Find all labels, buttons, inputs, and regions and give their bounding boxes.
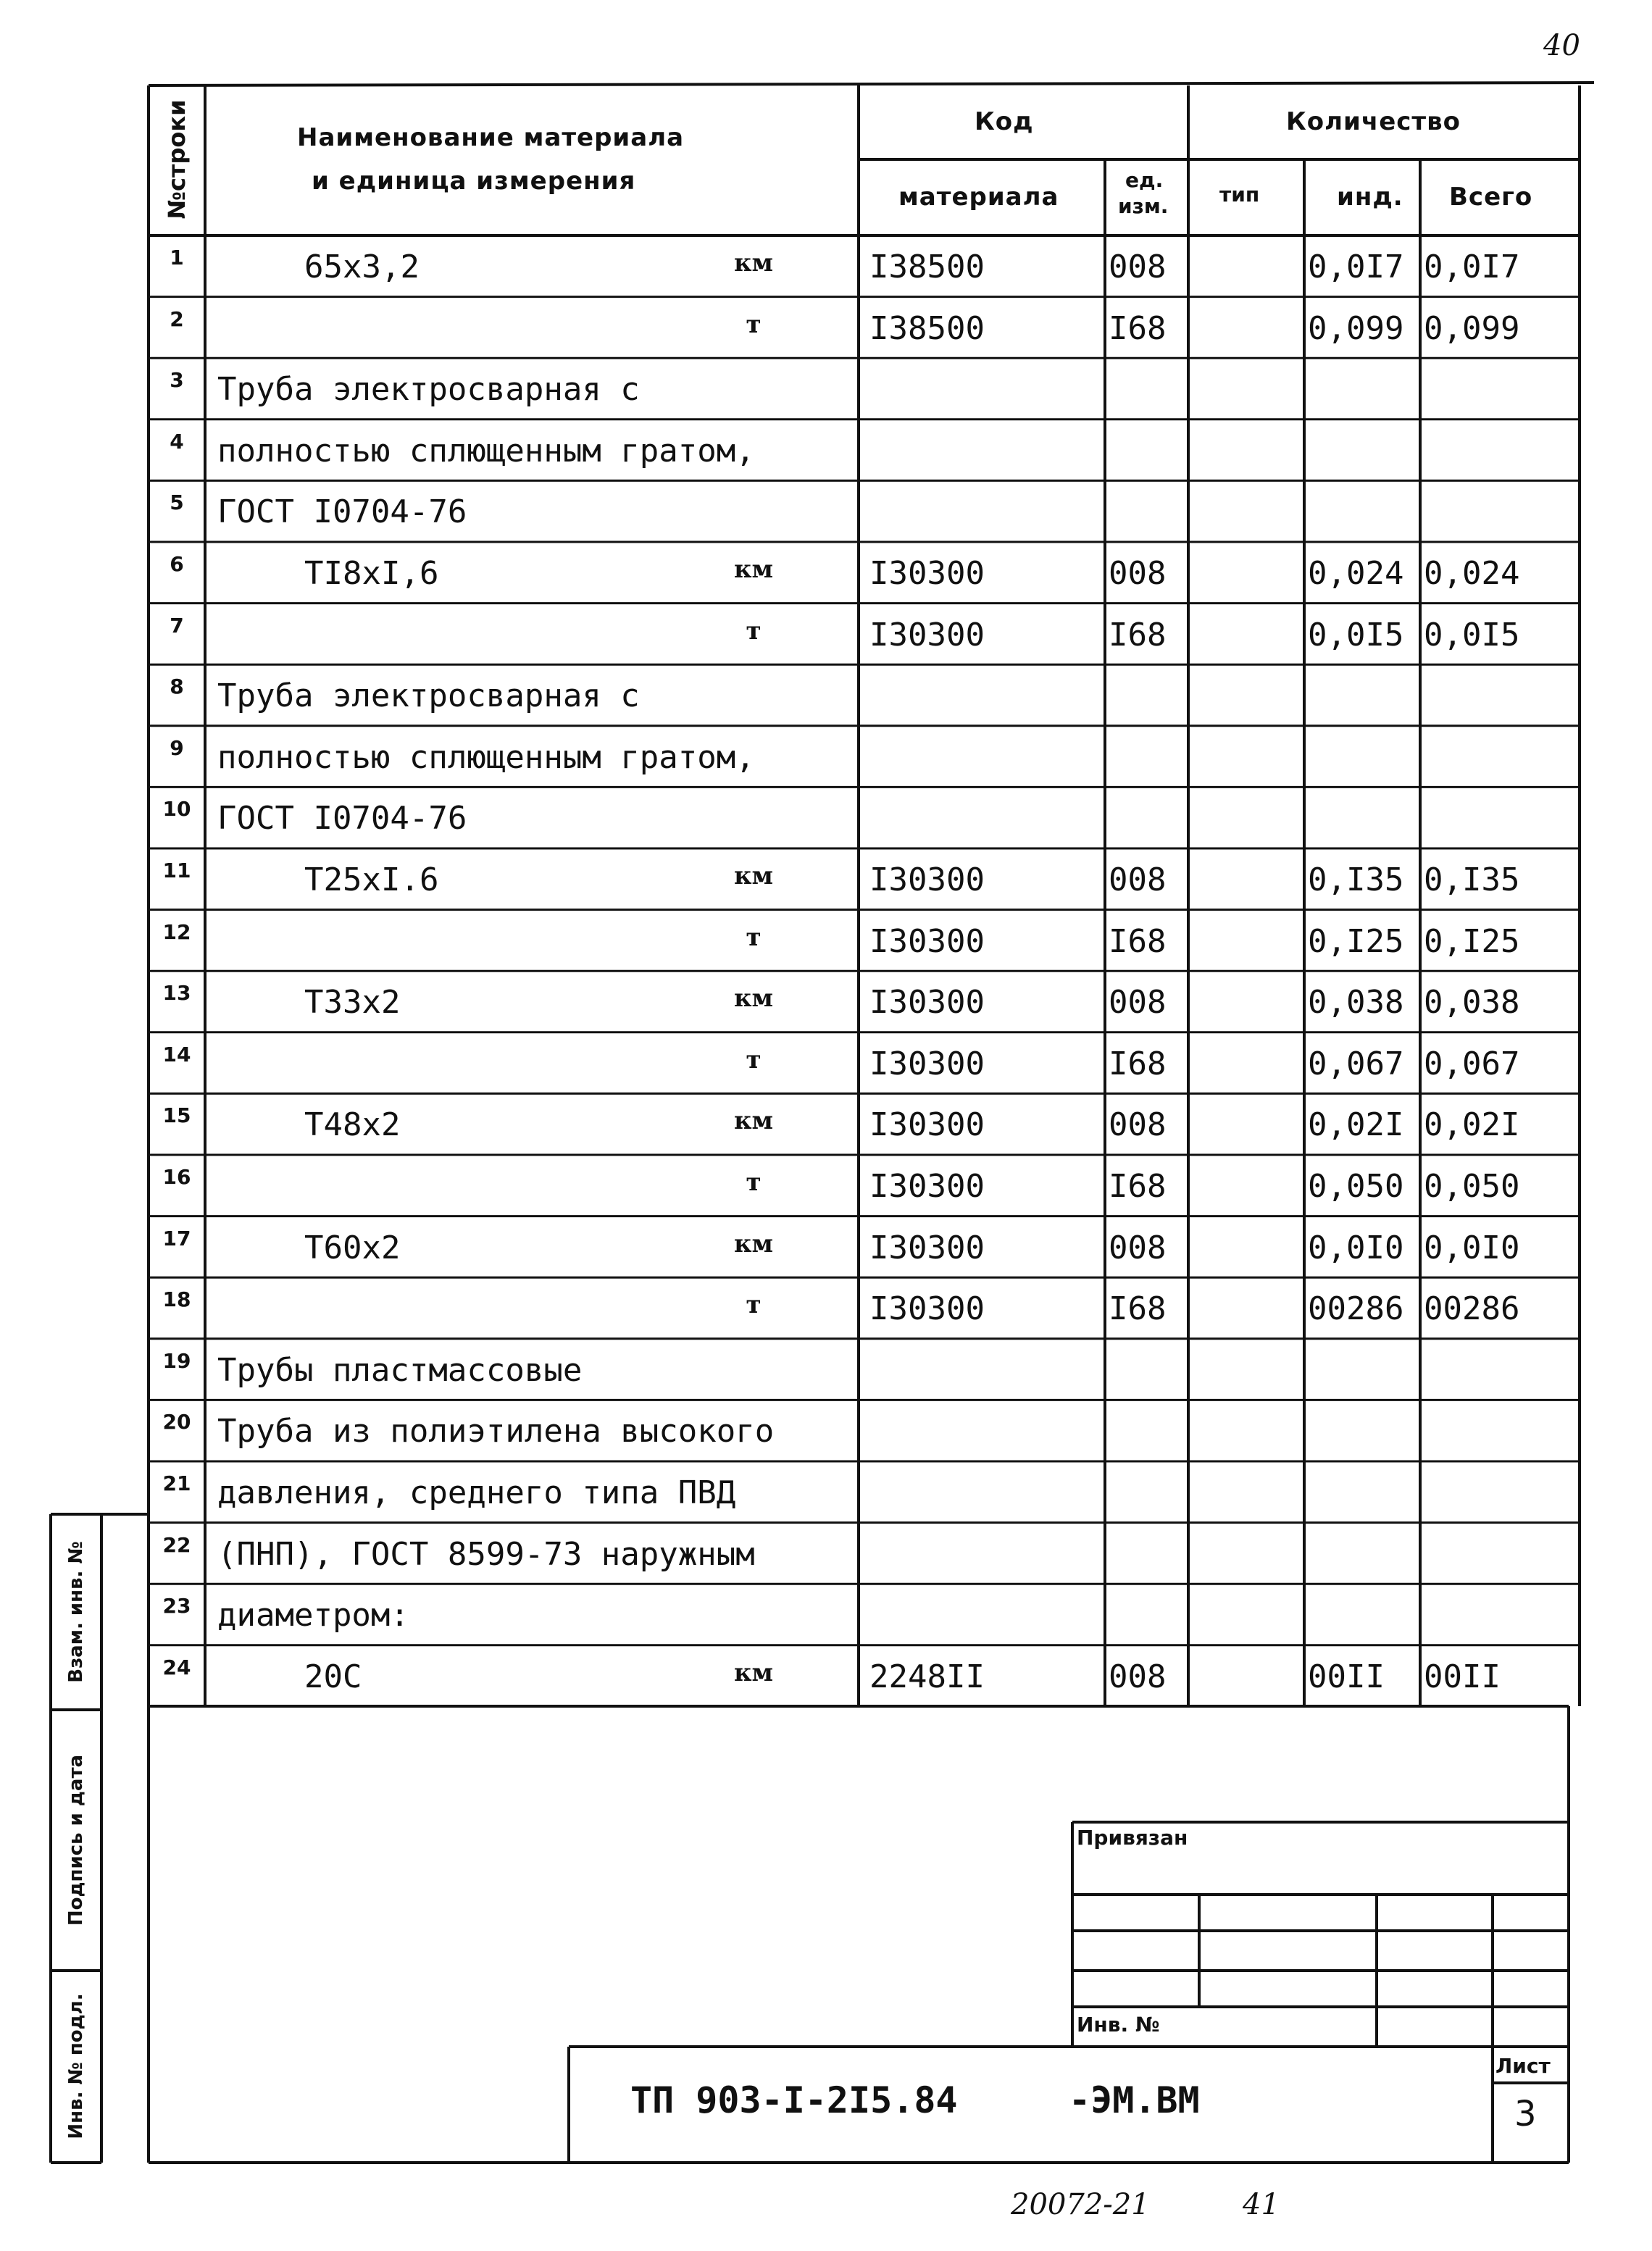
header-qty-ind: инд. (1337, 183, 1403, 212)
cell-name: 20С (304, 1658, 362, 1695)
cell-total: 0,099 (1424, 309, 1520, 347)
cell-total: 0,0I5 (1424, 616, 1520, 653)
cell-ed: 008 (1109, 1658, 1167, 1695)
cell-n: 8 (170, 675, 184, 699)
cell-unit: км (733, 984, 774, 1014)
cell-total: 0,0I7 (1424, 249, 1520, 285)
header-code-material: материала (898, 183, 1059, 212)
cell-ed: 008 (1109, 555, 1167, 592)
cell-code: I30300 (869, 1045, 985, 1082)
cell-name: ГОСТ I0704-76 (217, 493, 467, 531)
cell-code: I30300 (869, 861, 985, 898)
cell-name: T48x2 (304, 1106, 401, 1144)
cell-unit: км (733, 555, 774, 584)
cell-unit: т (746, 309, 762, 339)
header-qty-type: тип (1219, 183, 1260, 206)
page-number-top: 40 (1543, 29, 1580, 62)
cell-ind: 0,099 (1308, 309, 1404, 347)
cell-n: 4 (170, 429, 184, 454)
cell-total: 0,02I (1424, 1106, 1520, 1144)
cell-ind: 0,02I (1308, 1106, 1404, 1144)
cell-total: 0,I35 (1424, 861, 1520, 898)
cell-total: 0,050 (1424, 1168, 1520, 1205)
cell-name: Трубы пластмассовые (217, 1351, 583, 1389)
cell-ed: I68 (1109, 1045, 1167, 1082)
footer-order-number: 20072-21 (1011, 2188, 1150, 2221)
cell-name: T25xI.6 (304, 861, 439, 898)
cell-ed: 008 (1109, 249, 1167, 285)
side-stamp-vzam: Взам. инв. № (65, 1541, 87, 1683)
cell-unit: т (746, 616, 762, 646)
cell-n: 1 (170, 246, 184, 270)
cell-n: 22 (162, 1532, 191, 1557)
cell-ed: I68 (1109, 1290, 1167, 1328)
cell-total: 0,067 (1424, 1045, 1520, 1082)
cell-unit: км (733, 1229, 774, 1258)
cell-n: 16 (162, 1165, 191, 1189)
stamp-doc-code: ТП 903-I-2I5.84 (630, 2079, 958, 2121)
cell-n: 10 (162, 797, 191, 822)
cell-total: 0,0I0 (1424, 1229, 1520, 1266)
cell-n: 2 (170, 306, 184, 331)
cell-name: полностью сплющенным гратом, (217, 738, 755, 776)
cell-ind: 0,0I7 (1308, 249, 1404, 285)
cell-n: 18 (162, 1287, 191, 1312)
cell-ind: 0,I35 (1308, 861, 1404, 898)
cell-ind: 0,067 (1308, 1045, 1404, 1082)
cell-total: 00II (1424, 1658, 1501, 1695)
cell-name: ГОСТ I0704-76 (217, 800, 467, 838)
cell-unit: т (746, 1168, 762, 1197)
stamp-sheet-number: 3 (1514, 2094, 1537, 2134)
cell-ed: 008 (1109, 861, 1167, 898)
header-code-unit-l1: ед. (1125, 168, 1164, 192)
cell-code: I30300 (869, 922, 985, 960)
cell-ed: I68 (1109, 1168, 1167, 1205)
cell-unit: км (733, 861, 774, 890)
cell-n: 24 (162, 1655, 191, 1679)
cell-ed: 008 (1109, 984, 1167, 1022)
cell-ed: I68 (1109, 922, 1167, 960)
cell-name: давления, среднего типа ПВД (217, 1474, 736, 1511)
cell-ind: 00286 (1308, 1290, 1404, 1328)
cell-n: 6 (170, 552, 184, 576)
cell-n: 15 (162, 1103, 191, 1128)
cell-n: 20 (162, 1410, 191, 1434)
cell-n: 14 (162, 1042, 191, 1066)
cell-ind: 0,050 (1308, 1168, 1404, 1205)
stamp-doc-suffix: -ЭМ.ВМ (1069, 2079, 1200, 2121)
footer-page-number: 41 (1243, 2188, 1280, 2221)
cell-name: TI8xI,6 (304, 555, 439, 592)
cell-unit: км (733, 1106, 774, 1136)
cell-total: 0,024 (1424, 555, 1520, 592)
cell-code: I30300 (869, 1290, 985, 1328)
cell-name: Труба электросварная с (217, 371, 640, 409)
cell-n: 13 (162, 981, 191, 1006)
cell-unit: т (746, 1290, 762, 1320)
side-stamp-podpis: Подпись и дата (65, 1754, 87, 1926)
cell-name: T60x2 (304, 1229, 401, 1266)
stamp-sheet-label: Лист (1495, 2054, 1551, 2078)
cell-code: I30300 (869, 1106, 985, 1144)
stamp-privyazan: Привязан (1077, 1826, 1188, 1850)
cell-total: 0,038 (1424, 984, 1520, 1022)
cell-n: 3 (170, 368, 184, 393)
cell-ed: I68 (1109, 309, 1167, 347)
cell-name: Труба электросварная с (217, 677, 640, 715)
header-row-no: №строки (163, 99, 191, 220)
cell-code: I30300 (869, 1229, 985, 1266)
cell-total: 00286 (1424, 1290, 1520, 1328)
header-qty-total: Всего (1449, 183, 1533, 212)
cell-code: I30300 (869, 555, 985, 592)
cell-n: 17 (162, 1226, 191, 1250)
cell-name: (ПНП), ГОСТ 8599-73 наружным (217, 1535, 755, 1573)
cell-total: 0,I25 (1424, 922, 1520, 960)
cell-name: диаметром: (217, 1597, 409, 1634)
cell-n: 11 (162, 859, 191, 882)
cell-code: I30300 (869, 616, 985, 653)
cell-name: 65х3,2 (304, 249, 420, 285)
cell-unit: км (733, 1658, 774, 1687)
cell-ind: 0,0I5 (1308, 616, 1404, 653)
cell-n: 7 (170, 613, 184, 638)
cell-ind: 0,024 (1308, 555, 1404, 592)
cell-n: 12 (162, 919, 191, 944)
cell-code: I30300 (869, 1168, 985, 1205)
cell-ed: I68 (1109, 616, 1167, 653)
header-code: Код (975, 107, 1034, 136)
cell-code: 2248II (869, 1658, 985, 1695)
cell-n: 9 (170, 735, 184, 760)
cell-ed: 008 (1109, 1106, 1167, 1144)
cell-unit: км (733, 249, 774, 277)
header-name-line1: Наименование материала (297, 123, 685, 152)
cell-unit: т (746, 1045, 762, 1074)
cell-ind: 0,0I0 (1308, 1229, 1404, 1266)
cell-n: 21 (162, 1471, 191, 1495)
cell-ed: 008 (1109, 1229, 1167, 1266)
stamp-inv-no: Инв. № (1077, 2013, 1160, 2037)
cell-n: 5 (170, 490, 184, 515)
cell-ind: 00II (1308, 1658, 1385, 1695)
cell-name: Труба из полиэтилена высокого (217, 1413, 775, 1450)
cell-code: I38500 (869, 309, 985, 347)
cell-unit: т (746, 922, 762, 952)
cell-code: I38500 (869, 249, 985, 285)
cell-ind: 0,038 (1308, 984, 1404, 1022)
cell-n: 23 (162, 1594, 191, 1619)
header-code-unit-l2: изм. (1118, 194, 1169, 218)
cell-ind: 0,I25 (1308, 922, 1404, 960)
header-quantity: Количество (1286, 107, 1461, 136)
cell-n: 19 (162, 1348, 191, 1373)
header-name-line2: и единица измерения (312, 167, 636, 196)
side-stamp-inv-podl: Инв. № подл. (65, 1993, 87, 2139)
cell-name: полностью сплющенным гратом, (217, 432, 755, 469)
cell-name: T33x2 (304, 984, 401, 1022)
cell-code: I30300 (869, 984, 985, 1022)
